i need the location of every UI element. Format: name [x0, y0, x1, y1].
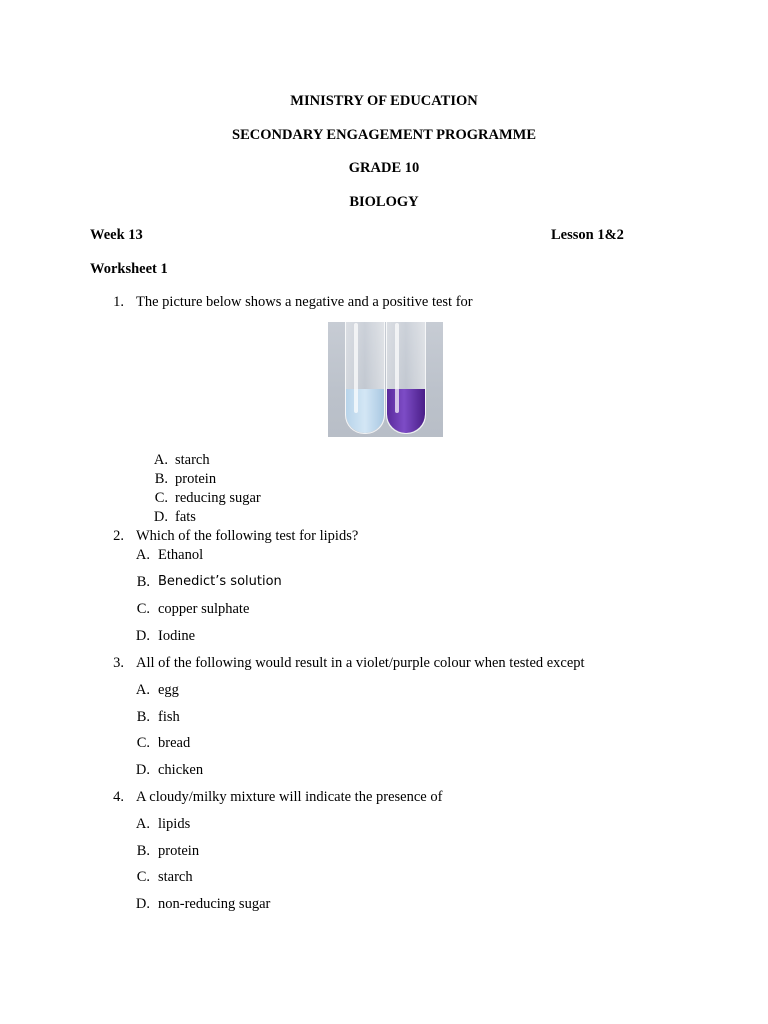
option-letter: C.: [154, 490, 168, 506]
option-text: protein: [158, 843, 200, 859]
option-letter: A.: [135, 547, 150, 563]
question-number: 1.: [113, 294, 124, 310]
option-letter: B.: [136, 709, 150, 725]
option-letter: B.: [136, 574, 150, 590]
option-text: lipids: [158, 816, 191, 832]
option-text: protein: [175, 471, 217, 487]
option-text: bread: [158, 735, 191, 751]
question-number: 2.: [113, 528, 124, 544]
subject-title: BIOLOGY: [349, 194, 419, 210]
option-text: non-reducing sugar: [158, 896, 271, 912]
negative-test-tube: [345, 322, 385, 434]
option-letter: D.: [135, 762, 150, 778]
option-text: copper sulphate: [158, 601, 250, 617]
option-letter: A.: [153, 452, 168, 468]
programme-title: SECONDARY ENGAGEMENT PROGRAMME: [232, 127, 536, 143]
option-text: egg: [158, 682, 179, 698]
question-number: 3.: [113, 655, 124, 671]
option-text: starch: [175, 452, 210, 468]
grade-title: GRADE 10: [348, 160, 420, 176]
option-letter: D.: [153, 509, 168, 525]
question-number: 4.: [113, 789, 124, 805]
option-letter: D.: [135, 896, 150, 912]
option-letter: A.: [135, 816, 150, 832]
option-letter: B.: [154, 471, 168, 487]
option-text: Benedict’s solution: [158, 574, 282, 589]
question-text: Which of the following test for lipids?: [136, 528, 359, 544]
lesson-label: Lesson 1&2: [551, 227, 624, 243]
option-text: reducing sugar: [175, 490, 261, 506]
worksheet-label: Worksheet 1: [90, 261, 168, 277]
question-text: A cloudy/milky mixture will indicate the presence of: [136, 789, 443, 805]
option-text: starch: [158, 869, 193, 885]
question-text: All of the following would result in a violet/purple colour when tested except: [136, 655, 585, 671]
question-text: The picture below shows a negative and a positive test for: [136, 294, 473, 310]
positive-test-tube: [386, 322, 426, 434]
option-letter: C.: [136, 735, 150, 751]
option-letter: A.: [135, 682, 150, 698]
test-tubes-image: [328, 322, 443, 437]
option-letter: C.: [136, 601, 150, 617]
week-label: Week 13: [90, 227, 143, 243]
option-letter: B.: [136, 843, 150, 859]
option-letter: C.: [136, 869, 150, 885]
option-text: chicken: [158, 762, 204, 778]
option-text: Iodine: [158, 628, 196, 644]
option-text: fats: [175, 509, 196, 525]
option-text: Ethanol: [158, 547, 204, 563]
option-text: fish: [158, 709, 180, 725]
ministry-title: MINISTRY OF EDUCATION: [290, 93, 478, 109]
option-letter: D.: [135, 628, 150, 644]
